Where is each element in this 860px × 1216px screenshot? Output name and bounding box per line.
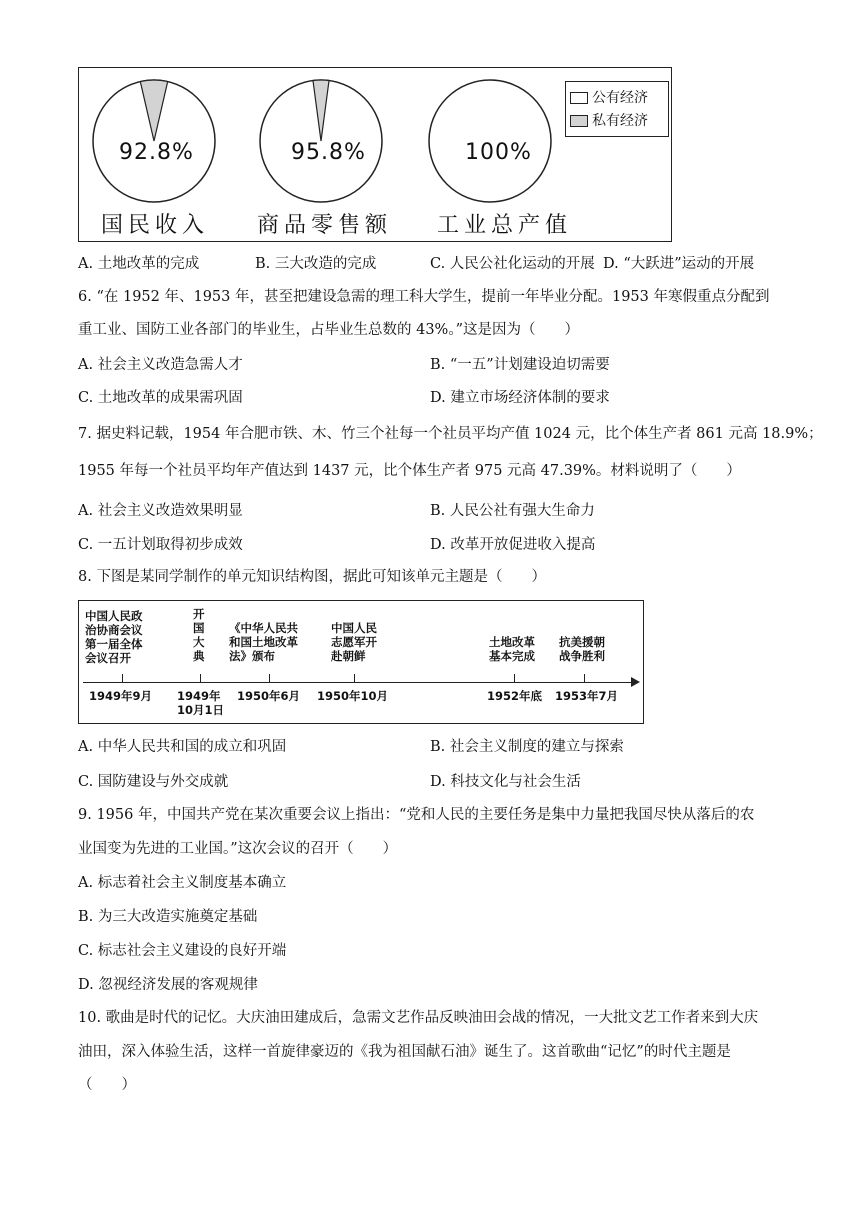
q6-stem-line1: 6. “在 1952 年、1953 年，甚至把建设急需的理工科大学生，提前一年毕业分配。1953 年寒假重点分配到 — [78, 289, 770, 305]
timeline-tick — [514, 674, 515, 683]
timeline-event-text: 抗美援朝 — [559, 635, 605, 649]
q5-option-d: D. “大跃进”运动的开展 — [603, 256, 755, 272]
q10-stem-line3: （ ） — [78, 1077, 136, 1093]
legend-item-public — [570, 88, 648, 108]
timeline-event-text: 和国土地改革 — [229, 635, 298, 649]
timeline-date: 1952年底 — [487, 689, 543, 703]
pie-percent-retail-sales: 95.8% — [291, 140, 366, 165]
q6-option-a: A. 社会主义改造急需人才 — [78, 357, 243, 373]
timeline-date-line: 10月1日 — [177, 703, 225, 717]
pie-legend — [565, 81, 669, 137]
q10-stem-line2: 油田，深入体验生活，这样一首旋律豪迈的《我为祖国献石油》诞生了。这首歌曲“记忆”的时代主题是 — [78, 1044, 731, 1060]
q7-stem-line1: 7. 据史料记载，1954 年合肥市铁、木、竹三个社每一个社员平均产值 1024 元，比个体生产者 861 元高 18.9%； — [78, 426, 823, 442]
q5-option-c: C. 人民公社化运动的开展 — [430, 256, 595, 272]
legend-label-public: 公有经济 — [592, 90, 648, 106]
timeline-event-founding-ceremony — [193, 607, 205, 663]
timeline-tick — [584, 674, 585, 683]
timeline-event-text: 战争胜利 — [559, 649, 605, 663]
timeline-event-text: 中国人民政 — [85, 609, 143, 623]
pie-percent-industrial-output: 100% — [465, 140, 532, 165]
q5-option-a: A. 土地改革的完成 — [78, 256, 200, 272]
timeline-event-text: 会议召开 — [85, 651, 131, 665]
timeline-tick — [354, 674, 355, 683]
timeline-event-text: 国 — [193, 621, 205, 635]
timeline-event-text: 大 — [193, 635, 205, 649]
timeline-event-cppcc — [85, 609, 143, 665]
timeline-date: 1949年9月 — [89, 689, 153, 703]
timeline-event-text: 开 — [193, 607, 205, 621]
timeline-axis — [83, 682, 637, 683]
q7-option-d: D. 改革开放促进收入提高 — [430, 537, 596, 553]
q8-stem: 8. 下图是某同学制作的单元知识结构图，据此可知该单元主题是（ ） — [78, 569, 546, 585]
q9-option-a: A. 标志着社会主义制度基本确立 — [78, 875, 287, 891]
q7-stem-line2: 1955 年每一个社员平均年产值达到 1437 元，比个体生产者 975 元高 47.39%。材料说明了（ ） — [78, 463, 741, 479]
q8-option-c: C. 国防建设与外交成就 — [78, 774, 229, 790]
timeline-tick — [122, 674, 123, 683]
timeline-event-text: 典 — [193, 649, 205, 663]
timeline-arrowhead — [631, 677, 640, 687]
pie-chart-figure — [78, 67, 672, 242]
timeline-event-text: 治协商会议 — [85, 623, 143, 637]
timeline-date: 1950年10月 — [317, 689, 389, 703]
timeline-event-text: 志愿军开 — [331, 635, 377, 649]
timeline-event-text: 《中华人民共 — [229, 621, 298, 635]
q7-option-c: C. 一五计划取得初步成效 — [78, 537, 243, 553]
timeline-event-text: 中国人民 — [331, 621, 377, 635]
timeline-event-land-reform-complete — [489, 635, 535, 663]
q6-stem-line2: 重工业、国防工业各部门的毕业生，占毕业生总数的 43%。”这是因为（ ） — [78, 322, 579, 338]
timeline-event-text: 基本完成 — [489, 649, 535, 663]
q8-option-b: B. 社会主义制度的建立与探索 — [430, 739, 624, 755]
legend-label-private: 私有经济 — [592, 113, 648, 129]
timeline-date-line: 1949年 — [177, 689, 221, 703]
q6-option-b: B. “一五”计划建设迫切需要 — [430, 357, 610, 373]
q8-option-a: A. 中华人民共和国的成立和巩固 — [78, 739, 287, 755]
q10-stem-line1: 10. 歌曲是时代的记忆。大庆油田建成后，急需文艺作品反映油田会战的情况，一大批文艺工作者来到大庆 — [78, 1010, 759, 1026]
q8-option-d: D. 科技文化与社会生活 — [430, 774, 581, 790]
q6-option-c: C. 土地改革的成果需巩固 — [78, 390, 243, 406]
q9-stem-line1: 9. 1956 年，中国共产党在某次重要会议上指出：“党和人民的主要任务是集中力量把我国尽快从落后的农 — [78, 807, 755, 823]
q9-option-d: D. 忽视经济发展的客观规律 — [78, 977, 258, 993]
timeline-event-korean-war-victory — [559, 635, 605, 663]
legend-swatch-public — [570, 92, 588, 104]
timeline-event-volunteers-korea — [331, 621, 377, 663]
pie-percent-national-income: 92.8% — [119, 140, 194, 165]
timeline-event-text: 第一届全体 — [85, 637, 143, 651]
legend-swatch-private — [570, 115, 588, 127]
timeline-tick — [200, 674, 201, 683]
timeline-date — [177, 689, 224, 717]
pie-caption-industrial-output: 工业总产值 — [437, 213, 573, 238]
q6-option-d: D. 建立市场经济体制的要求 — [430, 390, 610, 406]
pie-caption-national-income: 国民收入 — [101, 213, 210, 238]
timeline-event-text: 土地改革 — [489, 635, 535, 649]
legend-item-private — [570, 111, 648, 131]
timeline-date: 1953年7月 — [555, 689, 619, 703]
pie-caption-retail-sales: 商品零售额 — [257, 213, 393, 238]
q7-option-a: A. 社会主义改造效果明显 — [78, 503, 243, 519]
timeline-event-text: 法》颁布 — [229, 649, 275, 663]
q9-option-c: C. 标志社会主义建设的良好开端 — [78, 943, 287, 959]
q9-stem-line2: 业国变为先进的工业国。”这次会议的召开（ ） — [78, 841, 398, 857]
q7-option-b: B. 人民公社有强大生命力 — [430, 503, 595, 519]
unit-timeline-figure — [78, 600, 644, 724]
timeline-event-land-reform-law — [229, 621, 298, 663]
timeline-event-text: 赴朝鲜 — [331, 649, 366, 663]
timeline-tick — [269, 674, 270, 683]
q5-option-b: B. 三大改造的完成 — [255, 256, 377, 272]
timeline-date: 1950年6月 — [237, 689, 301, 703]
q9-option-b: B. 为三大改造实施奠定基础 — [78, 909, 258, 925]
